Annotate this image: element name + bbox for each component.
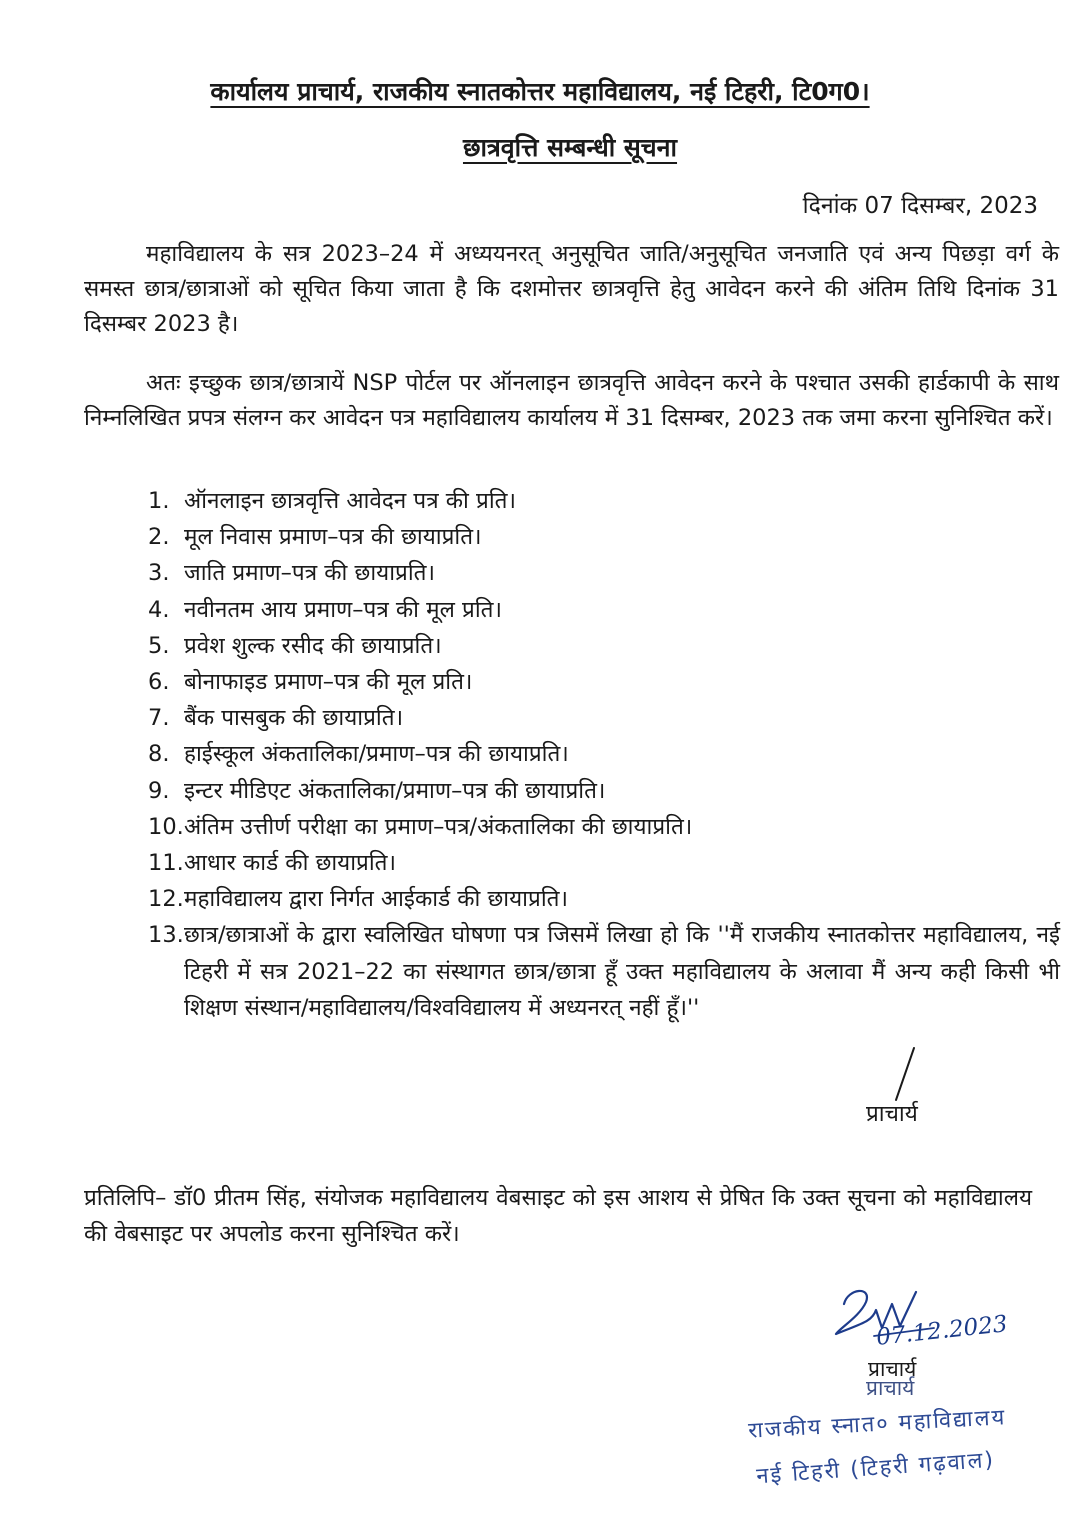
list-item-text: जाति प्रमाण–पत्र की छायाप्रति। bbox=[184, 560, 436, 587]
list-item-number: 5. bbox=[148, 632, 170, 659]
principal-designation-signed: प्राचार्य bbox=[868, 1357, 917, 1381]
list-item-number: 11. bbox=[148, 850, 184, 877]
list-item bbox=[148, 809, 1060, 845]
intro-paragraph: महाविद्यालय के सत्र 2023–24 में अध्ययनरत् अनुसूचित जाति/अनुसूचित जनजाति एवं अन्य पिछड़ा वर्ग के समस्त छात्र/छात्राओं को सूचित किया जाता है कि दशमोत्तर छात्रवृत्ति हेतु आवेदन करने की अंतिम तिथि दिनांक 31 दिसम्बर 2023 है। bbox=[84, 241, 1059, 337]
list-item-text: ऑनलाइन छात्रवृत्ति आवेदन पत्र की प्रति। bbox=[184, 488, 517, 514]
subject-heading: छात्रवृत्ति सम्बन्धी सूचना bbox=[462, 133, 678, 162]
principal-designation: प्राचार्य bbox=[866, 1101, 918, 1127]
handwritten-date: 07.12.2023 bbox=[875, 1311, 1009, 1351]
notice-date: दिनांक 07 दिसम्बर, 2023 bbox=[802, 193, 1038, 219]
list-item bbox=[148, 592, 1060, 628]
list-item bbox=[148, 664, 1060, 700]
list-item-text: बैंक पासबुक की छायाप्रति। bbox=[184, 705, 404, 732]
list-item-number: 6. bbox=[148, 669, 170, 696]
list-item bbox=[148, 519, 1060, 555]
list-item bbox=[148, 700, 1060, 736]
list-item-number: 12. bbox=[148, 886, 184, 913]
list-item bbox=[148, 881, 1060, 917]
list-item-number: 3. bbox=[148, 560, 170, 587]
list-item bbox=[148, 483, 1060, 519]
list-item-text: महाविद्यालय द्वारा निर्गत आईकार्ड की छायाप्रति। bbox=[184, 886, 568, 913]
list-item bbox=[148, 773, 1060, 809]
list-item-number: 1. bbox=[148, 488, 170, 514]
list-item bbox=[148, 555, 1060, 591]
list-item-number: 13. bbox=[148, 922, 184, 949]
list-item-number: 4. bbox=[148, 596, 170, 623]
list-item-text: हाईस्कूल अंकतालिका/प्रमाण–पत्र की छायाप्रति। bbox=[184, 741, 569, 768]
list-item-text: इन्टर मीडिएट अंकतालिका/प्रमाण–पत्र की छायाप्रति। bbox=[184, 777, 606, 804]
signature-mark-icon bbox=[884, 1044, 924, 1104]
instruction-paragraph: अतः इच्छुक छात्र/छात्रायें NSP पोर्टल पर ऑनलाइन छात्रवृत्ति आवेदन करने के पश्चात उसकी हार्डकापी के साथ निम्नलिखित प्रपत्र संलग्न कर आवेदन पत्र महाविद्यालय कार्यालय में 31 दिसम्बर, 2023 तक जमा करना सुनिश्चित करें। bbox=[84, 370, 1059, 431]
list-item bbox=[148, 736, 1060, 772]
list-item-number: 2. bbox=[148, 524, 170, 551]
list-item-text: मूल निवास प्रमाण–पत्र की छायाप्रति। bbox=[184, 524, 482, 551]
office-heading: कार्यालय प्राचार्य, राजकीय स्नातकोत्तर महाविद्यालय, नई टिहरी, टि0ग0। bbox=[210, 77, 870, 106]
stamp-college-location: नई टिहरी (टिहरी गढ़वाल) bbox=[755, 1447, 996, 1490]
stamp-college-name: राजकीय स्नात० महाविद्यालय bbox=[747, 1405, 1007, 1444]
list-item bbox=[148, 845, 1060, 881]
list-item-text: अंतिम उत्तीर्ण परीक्षा का प्रमाण–पत्र/अंकतालिका की छायाप्रति। bbox=[184, 813, 693, 840]
copy-to-paragraph: प्रतिलिपि– डॉ0 प्रीतम सिंह, संयोजक महाविद्यालय वेबसाइट को इस आशय से प्रेषित कि उक्त सूचना को महाविद्यालय की वेबसाइट पर अपलोड करना सुनिश्चित करें। bbox=[84, 1185, 1032, 1247]
list-item-number: 7. bbox=[148, 705, 170, 732]
list-item-text: बोनाफाइड प्रमाण–पत्र की मूल प्रति। bbox=[184, 669, 473, 696]
list-item-text: आधार कार्ड की छायाप्रति। bbox=[184, 850, 397, 877]
list-item-text: नवीनतम आय प्रमाण–पत्र की मूल प्रति। bbox=[184, 596, 503, 623]
list-item bbox=[148, 628, 1060, 664]
list-item bbox=[148, 917, 1060, 1026]
list-item-number: 8. bbox=[148, 741, 170, 768]
stamp-designation: प्राचार्य bbox=[866, 1376, 915, 1400]
required-documents-list bbox=[148, 483, 1060, 1026]
list-item-text: प्रवेश शुल्क रसीद की छायाप्रति। bbox=[184, 632, 442, 659]
list-item-number: 9. bbox=[148, 777, 170, 804]
list-item-text: छात्र/छात्राओं के द्वारा स्वलिखित घोषणा पत्र जिसमें लिखा हो कि ''मैं राजकीय स्नातकोत्तर महाविद्यालय, नई टिहरी में सत्र 2021–22 का संस्थागत छात्र/छात्रा हूँ उक्त महाविद्यालय के अलावा मैं अन्य कही किसी भी शिक्षण संस्थान/महाविद्यालय/विश्वविद्यालय में अध्यनरत् नहीं हूँ।'' bbox=[184, 922, 1060, 1021]
list-item-number: 10. bbox=[148, 813, 184, 840]
